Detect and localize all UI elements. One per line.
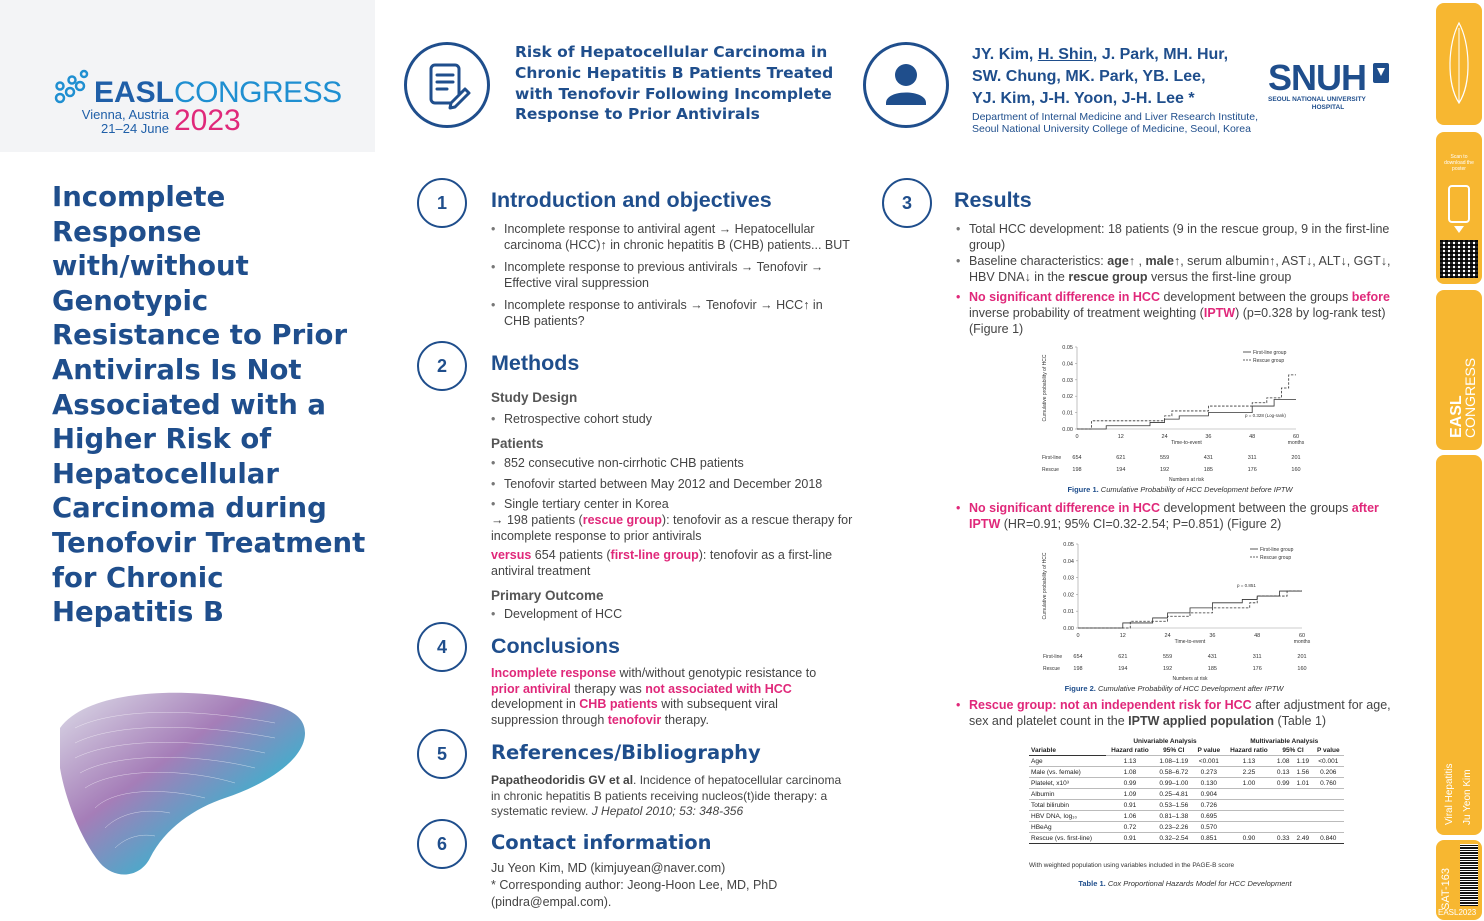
first-line-group-definition: versus 654 patients (first-line group): tenofovir as a first-line antiviral treatment xyxy=(491,548,833,578)
table-cell-p: 0.570 xyxy=(1193,822,1224,833)
risk-value: 192 xyxy=(1160,467,1170,473)
table-cell-mp: <0.001 xyxy=(1313,756,1344,767)
table-cell-ci: 0.58–6.72 xyxy=(1154,767,1193,778)
table-cell-mlo: 0.13 xyxy=(1273,767,1293,778)
table-cell-p: 0.904 xyxy=(1193,789,1224,800)
risk-value: 311 xyxy=(1247,455,1257,461)
col-hr: Hazard ratio xyxy=(1111,747,1149,754)
x-unit-label: months xyxy=(1293,639,1311,645)
table-cell-mlo xyxy=(1273,789,1293,800)
easl-wordmark: EASL xyxy=(94,76,175,109)
x-tick-label: 60 xyxy=(1292,434,1300,440)
table-cell-mlo xyxy=(1273,800,1293,811)
table-cell-var: Rescue (vs. first-line) xyxy=(1029,833,1106,844)
risk-value: 198 xyxy=(1072,467,1082,473)
leaf-icon xyxy=(1436,3,1482,125)
document-icon-circle xyxy=(404,42,490,128)
table-cell-mp xyxy=(1313,811,1344,822)
x-tick-label: 36 xyxy=(1209,633,1216,639)
list-item: • Development of HCC xyxy=(491,607,851,623)
table-cell-ci: 0.99–1.00 xyxy=(1154,778,1193,789)
congress-wordmark: CONGRESS xyxy=(174,76,342,109)
sidebar-footer: EASL2023 xyxy=(1438,908,1477,917)
right-sidebar xyxy=(1436,0,1484,921)
phone-icon xyxy=(1447,184,1471,236)
table-cell-p: 0.726 xyxy=(1193,800,1224,811)
table-cell-mhi: 1.56 xyxy=(1293,767,1313,778)
easl-dots-icon xyxy=(52,68,94,108)
x-tick-label: 24 xyxy=(1164,633,1171,639)
list-item: • Incomplete response to previous antivirals → Tenofovir → Effective viral suppression xyxy=(491,260,851,291)
section-title-references: References/Bibliography xyxy=(491,741,761,764)
main-title: Incomplete Response with/without Genotypic Resistance to Prior Antivirals Is Not Associated with a Higher Risk of Hepatocellular Carcinoma during Tenofovir Treatment for Chronic Hepatitis B xyxy=(52,181,366,629)
col-ci: 95% CI xyxy=(1163,747,1185,754)
download-poster-panel[interactable] xyxy=(1436,132,1482,284)
risk-value: 160 xyxy=(1291,467,1301,473)
intro-list xyxy=(491,222,851,337)
table-cell-mhr: 0.90 xyxy=(1225,833,1274,844)
p-value-annotation: p = 0.328 (Log-rank) xyxy=(1245,413,1286,418)
risk-table-header: Numbers at risk xyxy=(1168,477,1205,483)
congress-side-logo xyxy=(1436,290,1482,450)
results-list-3 xyxy=(956,698,1394,736)
section-title-methods: Methods xyxy=(491,351,580,375)
table-cell-hr: 0.99 xyxy=(1106,778,1155,789)
snuh-line1: SEOUL NATIONAL UNIVERSITY xyxy=(1268,96,1366,103)
section-number-1: 1 xyxy=(417,178,467,228)
table-cell-hr: 1.06 xyxy=(1106,811,1155,822)
barcode xyxy=(1460,844,1478,906)
table-cell-mhr xyxy=(1225,822,1274,833)
y-axis-title: Cumulative probability of HCC xyxy=(1042,552,1048,620)
table-cell-mhi xyxy=(1293,789,1313,800)
col-variable: Variable xyxy=(1029,737,1106,756)
document-edit-icon xyxy=(407,45,487,125)
legend-label: First-line group xyxy=(1253,350,1287,356)
table-row xyxy=(1029,756,1344,767)
table-cell-var: HBV DNA, log₁₀ xyxy=(1029,811,1106,822)
x-tick-label: 36 xyxy=(1205,434,1212,440)
table-cell-ci: 0.32–2.54 xyxy=(1154,833,1193,844)
list-item: • 852 consecutive non-cirrhotic CHB patients xyxy=(491,456,851,472)
table-cell-mp xyxy=(1313,789,1344,800)
table-cell-mhi: 1.01 xyxy=(1293,778,1313,789)
y-tick-label: 0.05 xyxy=(1063,542,1074,548)
table-cell-hr: 1.08 xyxy=(1106,767,1155,778)
table-cell-p: 0.273 xyxy=(1193,767,1224,778)
y-tick-label: 0.01 xyxy=(1063,609,1074,616)
y-tick-label: 0.01 xyxy=(1062,410,1073,417)
poster-sustainability-badge xyxy=(1436,3,1482,125)
subheading-study-design: Study Design xyxy=(491,390,578,405)
table-cell-mhr: 1.00 xyxy=(1225,778,1274,789)
table-cell-mp xyxy=(1313,822,1344,833)
table-row xyxy=(1029,811,1344,822)
author-list: JY. Kim, H. Shin, J. Park, MH. Hur, SW. Chung, MK. Park, YB. Lee, YJ. Kim, J-H. Yoon, J-H. Lee * xyxy=(972,46,1229,107)
table-row xyxy=(1029,822,1344,833)
table-cell-var: Total bilirubin xyxy=(1029,800,1106,811)
section-title-conclusions: Conclusions xyxy=(491,634,621,658)
table-cell-mhi xyxy=(1293,811,1313,822)
col-mhr: Hazard ratio xyxy=(1230,747,1268,754)
design-list xyxy=(491,412,851,435)
table-cell-var: Age xyxy=(1029,756,1106,767)
table-cell-hr: 0.72 xyxy=(1106,822,1155,833)
congress-place-dates xyxy=(74,108,169,136)
risk-value: 621 xyxy=(1116,455,1126,461)
table-cell-ci: 0.53–1.56 xyxy=(1154,800,1193,811)
outcome-list xyxy=(491,607,851,630)
x-tick-label: 24 xyxy=(1161,434,1168,440)
section-number-3: 3 xyxy=(882,178,932,228)
side-easl: EASL xyxy=(1448,395,1465,438)
list-item: • Retrospective cohort study xyxy=(491,412,851,428)
section-number-6: 6 xyxy=(417,819,467,869)
table-cell-hr: 0.91 xyxy=(1106,800,1155,811)
table-cell-mlo xyxy=(1273,822,1293,833)
congress-dates: 21–24 June xyxy=(101,121,169,136)
table-cell-mlo: 0.99 xyxy=(1273,778,1293,789)
risk-value: 654 xyxy=(1073,654,1083,660)
section-number-2: 2 xyxy=(417,341,467,391)
table-cell-mhi: 1.19 xyxy=(1293,756,1313,767)
table-cell-mp: 0.760 xyxy=(1313,778,1344,789)
table-cell-mhr: 2.25 xyxy=(1225,767,1274,778)
section-title-contact: Contact information xyxy=(491,831,712,854)
table-row xyxy=(1029,778,1344,789)
results-list xyxy=(956,222,1394,344)
list-item: • Incomplete response to antivirals → Tenofovir → HCC↑ in CHB patients? xyxy=(491,298,851,329)
table-row xyxy=(1029,767,1344,778)
col-p: P value xyxy=(1197,747,1221,754)
y-tick-label: 0.03 xyxy=(1063,575,1074,582)
list-item: • Total HCC development: 18 patients (9 in the rescue group, 9 in the first-line group) xyxy=(956,222,1394,253)
x-tick-label: 0 xyxy=(1076,633,1080,639)
y-tick-label: 0.04 xyxy=(1062,361,1073,368)
conclusions-text: Incomplete response with/without genotypic resistance to prior antiviral therapy was not associated with HCC development in CHB patients with subsequent viral suppression through tenofovir therapy. xyxy=(491,666,817,727)
p-value-annotation: p = 0.851 xyxy=(1237,583,1256,588)
category-label: Viral Hepatitis xyxy=(1444,763,1455,825)
table-footnote: With weighted population using variables included in the PAGE-B score xyxy=(1029,862,1235,869)
table-cell-ci: 0.23–2.26 xyxy=(1154,822,1193,833)
y-tick-label: 0.05 xyxy=(1062,345,1073,351)
x-tick-label: 48 xyxy=(1249,434,1256,440)
patients-list xyxy=(491,456,851,518)
risk-value: 311 xyxy=(1252,654,1262,660)
list-item: • Single tertiary center in Korea xyxy=(491,497,851,513)
list-item: • Incomplete response to antiviral agent → Hepatocellular carcinoma (HCC)↑ in chronic hepatitis B (CHB) patients... BUT xyxy=(491,222,851,253)
risk-value: 201 xyxy=(1297,654,1307,660)
figure-2-chart xyxy=(1040,540,1320,682)
table-cell-mhr: 1.13 xyxy=(1225,756,1274,767)
table-row xyxy=(1029,789,1344,800)
risk-row-label: Rescue xyxy=(1043,666,1060,672)
risk-value: 194 xyxy=(1118,666,1128,672)
table-cell-p: 0.695 xyxy=(1193,811,1224,822)
x-axis-title: Time-to-event xyxy=(1174,639,1206,645)
reference-entry: Papatheodoridis GV et al. Incidence of hepatocellular carcinoma in chronic hepatitis B patients receiving nucleos(t)ide therapy: a systematic review. J Hepatol 2010; 53: 348-356 xyxy=(491,773,842,819)
poster-code: SAT-163 xyxy=(1440,868,1452,910)
qr-code[interactable] xyxy=(1440,240,1478,278)
poster-code-panel xyxy=(1436,840,1482,920)
affiliation: Department of Internal Medicine and Liver Research Institute, Seoul National University College of Medicine, Seoul, Korea xyxy=(972,111,1258,135)
table-cell-ci: 0.81–1.38 xyxy=(1154,811,1193,822)
y-tick-label: 0.03 xyxy=(1062,377,1073,384)
scan-label: Scan to download the poster xyxy=(1444,154,1474,172)
snuh-logo xyxy=(1268,57,1393,115)
x-tick-label: 0 xyxy=(1075,434,1079,440)
list-item: • No significant difference in HCC development between the groups after IPTW (HR=0.91; 95% CI=0.32-2.54; P=0.851) (Figure 2) xyxy=(956,501,1394,532)
y-tick-label: 0.02 xyxy=(1063,592,1074,599)
series-line-first-line xyxy=(1078,591,1302,628)
table-cell-var: Male (vs. female) xyxy=(1029,767,1106,778)
congress-place: Vienna, Austria xyxy=(81,107,169,122)
table-cell-mlo: 1.08 xyxy=(1273,756,1293,767)
y-tick-label: 0.00 xyxy=(1062,427,1073,433)
table-cell-mp: 0.840 xyxy=(1313,833,1344,844)
table-cell-mhr xyxy=(1225,800,1274,811)
liver-illustration xyxy=(55,688,310,883)
side-congress: CONGRESS xyxy=(1462,357,1478,438)
figure-1-chart xyxy=(1040,341,1310,483)
section-title-intro: Introduction and objectives xyxy=(491,188,772,212)
presenter-name: Ju Yeon Kim xyxy=(1462,769,1473,825)
x-unit-label: months xyxy=(1287,440,1305,446)
risk-value: 431 xyxy=(1207,654,1217,660)
col-mci: 95% CI xyxy=(1282,747,1304,754)
risk-table-header: Numbers at risk xyxy=(1172,676,1208,682)
table-cell-mp: 0.206 xyxy=(1313,767,1344,778)
table-cell-var: HBeAg xyxy=(1029,822,1106,833)
congress-logo xyxy=(52,58,342,138)
section-number-4: 4 xyxy=(417,622,467,672)
risk-value: 621 xyxy=(1118,654,1128,660)
study-title: Risk of Hepatocellular Carcinoma in Chronic Hepatitis B Patients Treated with Tenofovir Following Incomplete Response to Prior Antivirals xyxy=(515,43,834,124)
person-icon xyxy=(866,45,946,125)
series-line-rescue xyxy=(1077,375,1296,429)
list-item: • Tenofovir started between May 2012 and December 2018 xyxy=(491,477,851,493)
subheading-primary-outcome: Primary Outcome xyxy=(491,588,604,603)
risk-value: 176 xyxy=(1247,467,1257,473)
table-cell-hr: 1.09 xyxy=(1106,789,1155,800)
multivariable-header: Multivariable Analysis xyxy=(1250,738,1319,745)
x-tick-label: 12 xyxy=(1119,633,1126,639)
legend-label: Rescue group xyxy=(1260,555,1292,561)
table-cell-hr: 0.91 xyxy=(1106,833,1155,844)
risk-row-label: First-line xyxy=(1043,654,1063,660)
risk-value: 192 xyxy=(1163,666,1173,672)
table-cell-mhi: 2.49 xyxy=(1293,833,1313,844)
snuh-emblem-icon xyxy=(1372,62,1390,84)
figure-2-caption: Figure 2. Cumulative Probability of HCC Development after IPTW xyxy=(1064,684,1284,693)
x-tick-label: 48 xyxy=(1254,633,1261,639)
contact-info xyxy=(491,860,881,911)
risk-value: 185 xyxy=(1203,467,1213,473)
presenting-author: H. Shin xyxy=(1037,46,1093,63)
risk-value: 194 xyxy=(1116,467,1126,473)
table-1-caption: Table 1. Cox Proportional Hazards Model for HCC Development xyxy=(1078,879,1292,888)
x-tick-label: 12 xyxy=(1117,434,1124,440)
risk-row-label: First-line xyxy=(1042,455,1062,461)
risk-value: 198 xyxy=(1073,666,1083,672)
contact-line: Ju Yeon Kim, MD (kimjuyean@naver.com) xyxy=(491,861,726,875)
list-item: • Baseline characteristics: age↑ , male↑, serum albumin↑, AST↓, ALT↓, GGT↓, HBV DNA↓ in the rescue group versus the first-line group xyxy=(956,254,1394,285)
y-axis-title: Cumulative probability of HCC xyxy=(1042,354,1048,422)
category-panel xyxy=(1436,455,1482,835)
table-cell-mhi xyxy=(1293,822,1313,833)
table-cell-mhr xyxy=(1225,789,1274,800)
risk-value: 559 xyxy=(1160,455,1170,461)
univariable-header: Univariable Analysis xyxy=(1133,738,1197,745)
risk-value: 201 xyxy=(1291,455,1301,461)
section-number-5: 5 xyxy=(417,729,467,779)
y-tick-label: 0.04 xyxy=(1063,558,1074,565)
x-axis-title: Time-to-event xyxy=(1171,440,1202,446)
table-cell-hr: 1.13 xyxy=(1106,756,1155,767)
y-tick-label: 0.02 xyxy=(1062,394,1073,401)
table-cell-ci: 0.25–4.81 xyxy=(1154,789,1193,800)
rescue-group-definition: → 198 patients (rescue group): tenofovir as a rescue therapy for incomplete response to prior antivirals xyxy=(491,513,853,543)
table-row xyxy=(1029,833,1344,844)
snuh-line2: HOSPITAL xyxy=(1311,104,1345,111)
table-cell-mhi xyxy=(1293,800,1313,811)
table-cell-var: Albumin xyxy=(1029,789,1106,800)
risk-value: 176 xyxy=(1252,666,1262,672)
risk-value: 431 xyxy=(1203,455,1213,461)
risk-value: 559 xyxy=(1163,654,1173,660)
table-cell-mlo xyxy=(1273,811,1293,822)
y-tick-label: 0.00 xyxy=(1063,626,1074,632)
cox-table xyxy=(1029,737,1344,844)
figure-1-caption: Figure 1. Cumulative Probability of HCC Development before IPTW xyxy=(1067,485,1293,494)
table-cell-p: 0.130 xyxy=(1193,778,1224,789)
table-row xyxy=(1029,800,1344,811)
legend-label: First-line group xyxy=(1260,547,1294,553)
subheading-patients: Patients xyxy=(491,436,544,451)
section-title-results: Results xyxy=(954,188,1032,212)
table-cell-mp xyxy=(1313,800,1344,811)
table-cell-p: 0.851 xyxy=(1193,833,1224,844)
risk-value: 654 xyxy=(1072,455,1082,461)
table-cell-p: <0.001 xyxy=(1193,756,1224,767)
x-tick-label: 60 xyxy=(1298,633,1306,639)
risk-row-label: Rescue xyxy=(1042,467,1059,473)
risk-value: 185 xyxy=(1207,666,1217,672)
person-icon-circle xyxy=(863,42,949,128)
list-item: • Rescue group: not an independent risk for HCC after adjustment for age, sex and platelet count in the IPTW applied population (Table 1) xyxy=(956,698,1394,729)
contact-line: * Corresponding author: Jeong-Hoon Lee, MD, PhD (pindra@empal.com). xyxy=(491,878,778,909)
risk-value: 160 xyxy=(1297,666,1307,672)
list-item: • No significant difference in HCC development between the groups before inverse probability of treatment weighting (IPTW) (p=0.328 by log-rank test) (Figure 1) xyxy=(956,290,1394,337)
table-cell-mhr xyxy=(1225,811,1274,822)
snuh-wordmark: SNUH xyxy=(1268,57,1367,98)
col-mp: P value xyxy=(1316,747,1340,754)
congress-year: 2023 xyxy=(174,104,241,137)
results-list-2 xyxy=(956,501,1394,539)
table-cell-mlo: 0.33 xyxy=(1273,833,1293,844)
table-cell-var: Platelet, x10³ xyxy=(1029,778,1106,789)
table-cell-ci: 1.08–1.19 xyxy=(1154,756,1193,767)
legend-label: Rescue group xyxy=(1253,358,1285,364)
